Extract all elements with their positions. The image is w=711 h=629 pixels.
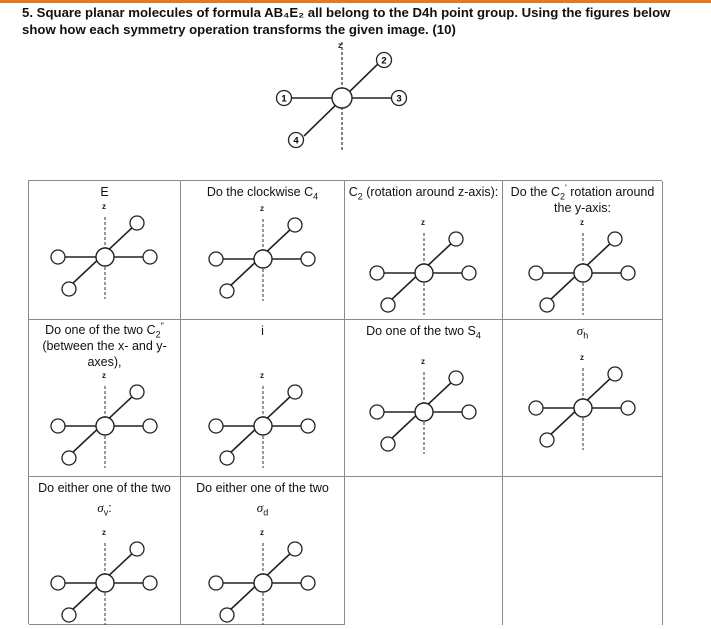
molecule-diagram (525, 218, 641, 319)
cell-sigma-h (503, 320, 663, 477)
z-axis-label: z (579, 353, 584, 362)
z-axis-label: z (259, 528, 264, 537)
cell-label-identity: E (100, 185, 109, 199)
reference-molecule (262, 38, 422, 156)
z-axis-label: z (338, 41, 342, 50)
atom-label-4: 4 (293, 135, 299, 147)
molecule-diagram (47, 202, 163, 303)
molecule-diagram (205, 204, 321, 305)
molecule-diagram (525, 353, 641, 454)
atom-label-1: 1 (281, 93, 287, 105)
cell-empty-2 (503, 477, 663, 625)
question-text: 5. Square planar molecules of formula AB₄E₂ all belong to the D4h point group. Using the figures below show how each symmetry operation transforms the given image. (10) (22, 5, 671, 37)
z-axis-label: z (420, 357, 425, 366)
top-accent-bar (0, 0, 711, 3)
z-axis-label: z (420, 218, 425, 227)
z-axis-label: z (101, 528, 106, 537)
molecule-diagram (366, 357, 482, 458)
cell-label-c4: Do the clockwise $C_4$ (206, 185, 319, 202)
cell-sigma-d (181, 477, 345, 625)
cell-c2-z (345, 181, 503, 320)
cell-empty-1 (345, 477, 503, 625)
cell-label-inversion: i (261, 324, 264, 338)
atom-label-3: 3 (396, 93, 402, 105)
cell-label-c2-prime: Do the $C_2'$ rotation around the y-axis: (510, 182, 655, 215)
cell-identity (29, 181, 181, 320)
z-axis-label: z (259, 204, 264, 213)
cell-c2-prime (503, 181, 663, 320)
cell-symbol-sigma-d: $\sigma_d$ (256, 500, 269, 518)
z-axis-label: z (101, 371, 106, 380)
cell-label-sigma-h: $\sigma_h$ (576, 323, 589, 341)
symmetry-operations-table (28, 180, 662, 624)
molecule-diagram (47, 528, 163, 629)
cell-c2-double-prime (29, 320, 181, 477)
cell-sigma-v (29, 477, 181, 625)
cell-label-sigma-d: Do either one of the two (196, 481, 329, 495)
cell-label-sigma-v: Do either one of the two (38, 481, 171, 495)
z-axis-label: z (579, 218, 584, 227)
z-axis-label: z (101, 202, 106, 211)
cell-symbol-sigma-v: $\sigma_v$: (97, 500, 112, 518)
cell-s4 (345, 320, 503, 477)
molecule-diagram (205, 528, 321, 629)
cell-label-s4: Do one of the two $S_4$ (366, 324, 481, 341)
molecule-diagram (366, 218, 482, 319)
atom-label-2: 2 (381, 55, 387, 67)
cell-label-c2-double-prime: Do one of the two $C_2^"$ (between the x- and y-axes), (42, 320, 167, 369)
z-axis-label: z (259, 371, 264, 380)
cell-inversion (181, 320, 345, 477)
cell-c4 (181, 181, 345, 320)
cell-label-c2-z: $C_2$ (rotation around z-axis): (348, 185, 499, 202)
molecule-diagram (205, 371, 321, 472)
molecule-diagram (47, 371, 163, 472)
